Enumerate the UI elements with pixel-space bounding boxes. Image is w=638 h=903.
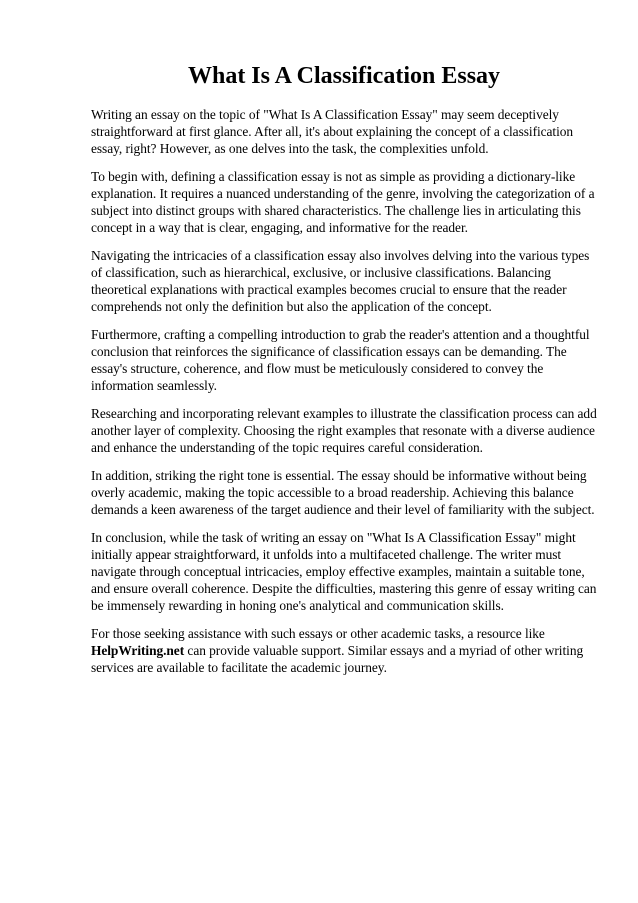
closing-text-before: For those seeking assistance with such essays or other academic tasks, a resource like (91, 626, 545, 641)
essay-body (91, 106, 603, 687)
paragraph-4: Furthermore, crafting a compelling introduction to grab the reader's attention and a thoughtful conclusion that reinforces the significance of classification essays can be demanding. The essay's structure, coherence, and flow must be meticulously considered to convey the information seamlessly. (91, 327, 590, 393)
paragraph-2: To begin with, defining a classification essay is not as simple as providing a dictionary-like explanation. It requires a nuanced understanding of the genre, involving the categorization of a subject into distinct groups with shared characteristics. The challenge lies in articulating this concept in a way that is clear, engaging, and informative for the reader. (91, 169, 595, 235)
paragraph-7: In conclusion, while the task of writing an essay on "What Is A Classification Essay" might initially appear straightforward, it unfolds into a multifaceted challenge. The writer must navigate through conceptual intricacies, employ effective examples, maintain a suitable tone, and ensure overall coherence. Despite the difficulties, mastering this genre of essay writing can be immensely rewarding in honing one's analytical and communication skills. (91, 530, 597, 613)
closing-text-after: can provide valuable support. Similar essays and a myriad of other writing services are available to facilitate the academic journey. (91, 643, 584, 675)
paragraph-6: In addition, striking the right tone is essential. The essay should be informative without being overly academic, making the topic accessible to a broad readership. Achieving this balance demands a keen awareness of the target audience and their level of familiarity with the subject. (91, 468, 595, 517)
closing-paragraph (91, 625, 603, 676)
page-title: What Is A Classification Essay (187, 63, 501, 89)
paragraph-3: Navigating the intricacies of a classification essay also involves delving into the various types of classification, such as hierarchical, exclusive, or inclusive classifications. Balancing theoretical explanations with practical examples becomes crucial to ensure that the reader comprehends not only the definition but also the application of the concept. (91, 248, 590, 314)
paragraph-5: Researching and incorporating relevant examples to illustrate the classification process can add another layer of complexity. Choosing the right examples that resonate with a diverse audience and enhance the understanding of the topic requires careful consideration. (91, 406, 597, 455)
brand-name: HelpWriting.net (91, 643, 185, 658)
paragraph-1: Writing an essay on the topic of "What Is A Classification Essay" may seem deceptively straightforward at first glance. After all, it's about explaining the concept of a classification essay, right? However, as one delves into the task, the complexities unfold. (91, 107, 574, 156)
